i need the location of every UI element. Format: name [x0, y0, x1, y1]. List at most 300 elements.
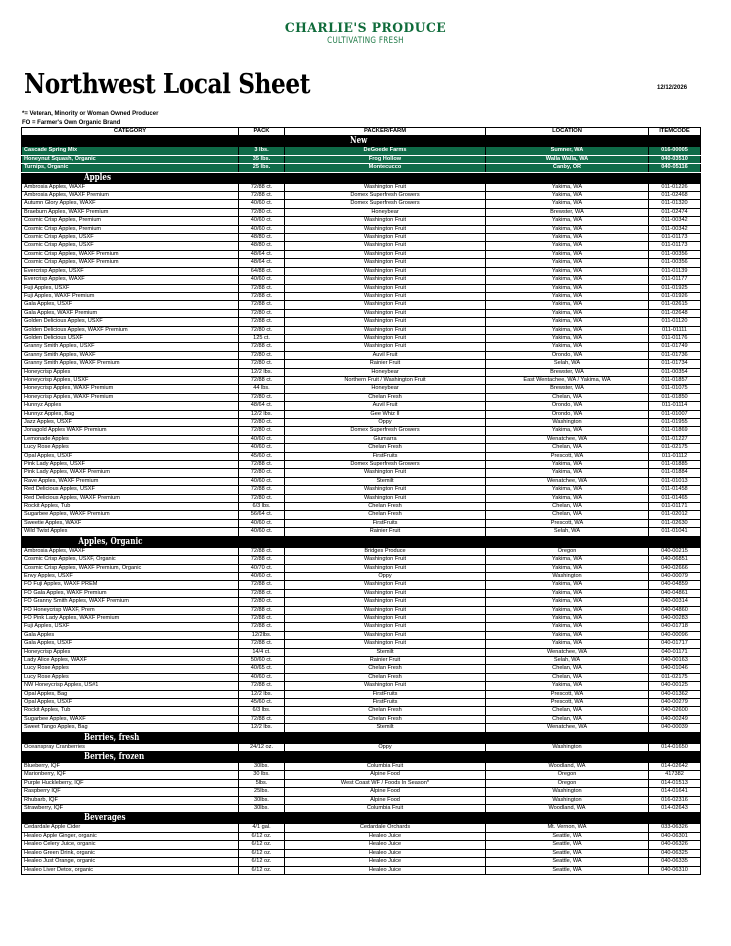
table-row — [22, 242, 701, 250]
table-row — [22, 779, 701, 787]
cell-packer-farm: Washington Fruit — [285, 242, 486, 250]
cell-category: Ambrosia Apples, WAXF Premium — [22, 192, 239, 200]
sheet-date: 12/12/2026 — [657, 85, 688, 91]
cell-pack: 72/88 ct. — [239, 301, 285, 309]
cell-location: Washington — [486, 788, 649, 796]
cell-location: Yakima, WA — [486, 589, 649, 597]
cell-location: Brewster, WA — [486, 208, 649, 216]
cell-category: Cosmic Crisp Apples, USXF, Organic — [22, 556, 239, 564]
cell-packer-farm: Giumarra — [285, 435, 486, 443]
cell-pack: 40/60 ct. — [239, 673, 285, 681]
section-header-cell — [486, 536, 649, 547]
cell-packer-farm: Auvil Fruit — [285, 402, 486, 410]
cell-location: Yakima, WA — [486, 200, 649, 208]
table-row — [22, 301, 701, 309]
cell-packer-farm: Auvil Fruit — [285, 351, 486, 359]
section-header-cell — [486, 752, 649, 763]
cell-packer-farm: Washington Fruit — [285, 225, 486, 233]
cell-packer-farm: Washington Fruit — [285, 326, 486, 334]
cell-pack: 6/3 lbs. — [239, 707, 285, 715]
table-row — [22, 572, 701, 580]
cell-packer-farm: FirstFruits — [285, 690, 486, 698]
section-header-cell — [649, 172, 701, 183]
table-row — [22, 334, 701, 342]
cell-packer-farm: Healeo Juice — [285, 849, 486, 857]
cell-packer-farm: Washington Fruit — [285, 259, 486, 267]
cell-location: Yakima, WA — [486, 682, 649, 690]
cell-packer-farm: Domex Superfresh Growers — [285, 200, 486, 208]
cell-location: Chelan, WA — [486, 707, 649, 715]
column-header-itemcode: ITEMCODE — [649, 128, 701, 136]
cell-pack: 40/60 ct. — [239, 225, 285, 233]
table-row — [22, 606, 701, 614]
cell-pack: 72/88 ct. — [239, 623, 285, 631]
cell-itemcode: 040-06310 — [649, 866, 701, 874]
table-row — [22, 469, 701, 477]
product-table — [21, 127, 701, 875]
cell-category: Cosmic Crisp Apples, Premium — [22, 225, 239, 233]
cell-pack: 72/88 ct. — [239, 461, 285, 469]
cell-packer-farm: Healeo Juice — [285, 832, 486, 840]
cell-itemcode: 011-01176 — [649, 334, 701, 342]
cell-packer-farm: Chelan Fresh — [285, 673, 486, 681]
cell-category: Opal Apples, USXF — [22, 699, 239, 707]
cell-itemcode: 011-01884 — [649, 469, 701, 477]
cell-packer-farm: Washington Fruit — [285, 284, 486, 292]
table-row — [22, 494, 701, 502]
cell-category: Strawberry, IQF — [22, 805, 239, 813]
cell-packer-farm: Washington Fruit — [285, 589, 486, 597]
cell-itemcode: 040-00125 — [649, 682, 701, 690]
cell-itemcode: 011-01041 — [649, 528, 701, 536]
cell-itemcode: 011-01465 — [649, 494, 701, 502]
cell-packer-farm: Alpine Food — [285, 788, 486, 796]
cell-packer-farm: Chelan Fresh — [285, 444, 486, 452]
cell-pack: 35 lbs. — [239, 155, 285, 163]
section-header-row — [22, 536, 701, 547]
table-row — [22, 183, 701, 191]
cell-itemcode: 011-00342 — [649, 217, 701, 225]
cell-location: Oregon — [486, 771, 649, 779]
cell-location: Wenatchee, WA — [486, 724, 649, 732]
cell-location: Yakima, WA — [486, 564, 649, 572]
section-title: Apples, Organic — [78, 536, 143, 547]
table-row — [22, 673, 701, 681]
cell-location: Yakima, WA — [486, 234, 649, 242]
cell-category: Hunnyz Apples, Bag — [22, 410, 239, 418]
cell-packer-farm: Washington Fruit — [285, 469, 486, 477]
cell-category: Jazz Apples, USXF — [22, 419, 239, 427]
cell-location: Mt. Vernon, WA — [486, 824, 649, 832]
cell-itemcode: 040-00279 — [649, 699, 701, 707]
cell-packer-farm: DeGoede Farms — [285, 147, 486, 155]
cell-pack: 72/88 ct. — [239, 715, 285, 723]
cell-itemcode: 040-06326 — [649, 841, 701, 849]
cell-itemcode: 014-02642 — [649, 763, 701, 771]
cell-location: Seattle, WA — [486, 866, 649, 874]
cell-pack: 6/12 oz. — [239, 858, 285, 866]
cell-itemcode: 011-01139 — [649, 267, 701, 275]
cell-location: Washington — [486, 572, 649, 580]
cell-pack: 50/60 ct. — [239, 656, 285, 664]
cell-pack: 12/2 lbs. — [239, 690, 285, 698]
table-row — [22, 200, 701, 208]
cell-itemcode: 014-01513 — [649, 779, 701, 787]
cell-location: Yakima, WA — [486, 301, 649, 309]
cell-pack: 72/80 ct. — [239, 469, 285, 477]
cell-pack: 48/80 ct. — [239, 234, 285, 242]
cell-pack: 3 lbs. — [239, 147, 285, 155]
section-title: Apples — [84, 172, 112, 183]
cell-packer-farm: Washington Fruit — [285, 217, 486, 225]
cell-category: Lemonade Apples — [22, 435, 239, 443]
cell-location: Yakima, WA — [486, 556, 649, 564]
cell-packer-farm: Honeybear — [285, 368, 486, 376]
cell-itemcode: 011-00356 — [649, 250, 701, 258]
cell-location: Yakima, WA — [486, 486, 649, 494]
cell-pack: 72/88 ct. — [239, 284, 285, 292]
cell-packer-farm: Washington Fruit — [285, 250, 486, 258]
cell-category: Cascade Spring Mix — [22, 147, 239, 155]
cell-category: Red Delicious Apples, WAXF Premium — [22, 494, 239, 502]
cell-category: Wild Twist Apples — [22, 528, 239, 536]
table-row — [22, 343, 701, 351]
cell-category: Pink Lady Apples, USXF — [22, 461, 239, 469]
cell-category: Opal Apples, USXF — [22, 452, 239, 460]
cell-itemcode: 417382 — [649, 771, 701, 779]
cell-pack: 72/88 ct. — [239, 547, 285, 555]
cell-packer-farm: Chelan Fresh — [285, 715, 486, 723]
cell-itemcode: 040-04859 — [649, 581, 701, 589]
cell-pack: 72/80 ct. — [239, 351, 285, 359]
cell-itemcode: 011-01736 — [649, 351, 701, 359]
section-header-cell — [486, 813, 649, 824]
cell-itemcode: 016-00005 — [649, 147, 701, 155]
cell-pack: 72/80 ct. — [239, 427, 285, 435]
cell-pack: 40/60 ct. — [239, 519, 285, 527]
cell-location: Chelan, WA — [486, 715, 649, 723]
cell-category: Fuji Apples, WAXF Premium — [22, 292, 239, 300]
cell-location: Orondo, WA — [486, 351, 649, 359]
cell-packer-farm: Washington Fruit — [285, 234, 486, 242]
cell-itemcode: 011-01177 — [649, 276, 701, 284]
cell-packer-farm: FirstFruits — [285, 519, 486, 527]
cell-location: Yakima, WA — [486, 461, 649, 469]
cell-itemcode: 011-01173 — [649, 242, 701, 250]
section-header-cell — [22, 813, 239, 824]
table-row — [22, 640, 701, 648]
section-header-cell — [285, 813, 486, 824]
table-row — [22, 598, 701, 606]
cell-category: Lucy Rose Apples — [22, 665, 239, 673]
cell-packer-farm: Washington Fruit — [285, 334, 486, 342]
table-row — [22, 393, 701, 401]
table-row — [22, 435, 701, 443]
cell-itemcode: 011-02175 — [649, 444, 701, 452]
cell-packer-farm: Oppy — [285, 572, 486, 580]
section-header-cell — [486, 732, 649, 743]
cell-category: Autumn Glory Apples, WAXF — [22, 200, 239, 208]
cell-packer-farm: Chelan Fresh — [285, 503, 486, 511]
cell-packer-farm: Washington Fruit — [285, 640, 486, 648]
table-row — [22, 849, 701, 857]
cell-category: Honeynut Squash, Organic — [22, 155, 239, 163]
cell-itemcode: 040-06335 — [649, 858, 701, 866]
section-header-cell — [285, 732, 486, 743]
cell-category: Cosmic Crisp Apples, USXF — [22, 242, 239, 250]
cell-category: Honeycrisp Apples, USXF — [22, 376, 239, 384]
cell-category: FO Honeycrisp WAXF, Prem — [22, 606, 239, 614]
cell-packer-farm: Chelan Fresh — [285, 511, 486, 519]
cell-category: Gala Apples, WAXF Premium — [22, 309, 239, 317]
cell-packer-farm: Domex Superfresh Growers — [285, 427, 486, 435]
cell-pack: 40/60 ct. — [239, 572, 285, 580]
cell-pack: 72/88 ct. — [239, 292, 285, 300]
cell-location: Orondo, WA — [486, 410, 649, 418]
cell-location: Washington — [486, 743, 649, 751]
cell-pack: 40/70 ct. — [239, 564, 285, 572]
column-header-category: CATEGORY — [22, 128, 239, 136]
table-row — [22, 503, 701, 511]
cell-itemcode: 040-01362 — [649, 690, 701, 698]
brand-name: CHARLIE'S PRODUCE — [284, 21, 447, 36]
cell-category: Granny Smith Apples, WAXF Premium — [22, 360, 239, 368]
cell-location: Yakima, WA — [486, 469, 649, 477]
cell-pack: 72/80 ct. — [239, 208, 285, 216]
cell-itemcode: 014-01650 — [649, 743, 701, 751]
cell-itemcode: 040-00096 — [649, 631, 701, 639]
cell-itemcode: 011-01171 — [649, 503, 701, 511]
cell-itemcode: 011-01869 — [649, 427, 701, 435]
table-row — [22, 824, 701, 832]
section-header-cell — [239, 536, 285, 547]
cell-pack: 72/88 ct. — [239, 376, 285, 384]
cell-location: Yakima, WA — [486, 614, 649, 622]
cell-itemcode: 011-00356 — [649, 259, 701, 267]
cell-category: Raspberry IQF — [22, 788, 239, 796]
cell-category: Healeo Just Orange, organic — [22, 858, 239, 866]
cell-pack: 24/12 oz. — [239, 743, 285, 751]
cell-packer-farm: Alpine Food — [285, 796, 486, 804]
table-row — [22, 519, 701, 527]
section-header-row — [22, 136, 701, 147]
table-row — [22, 452, 701, 460]
cell-packer-farm: Washington Fruit — [285, 564, 486, 572]
cell-packer-farm: Healeo Juice — [285, 866, 486, 874]
cell-pack: 6/12 oz. — [239, 849, 285, 857]
cell-location: Yakima, WA — [486, 292, 649, 300]
cell-pack: 72/88 ct. — [239, 183, 285, 191]
cell-location: Yakima, WA — [486, 640, 649, 648]
cell-pack: 25lbs. — [239, 788, 285, 796]
cell-itemcode: 011-01075 — [649, 385, 701, 393]
cell-pack: 30lbs. — [239, 796, 285, 804]
cell-pack: 72/88 ct. — [239, 192, 285, 200]
table-row — [22, 461, 701, 469]
cell-pack: 72/88 ct. — [239, 640, 285, 648]
cell-packer-farm: Chelan Fresh — [285, 707, 486, 715]
cell-itemcode: 011-02012 — [649, 511, 701, 519]
cell-category: Sweet Tango Apples, Bag — [22, 724, 239, 732]
cell-category: Fuji Apples, USXF — [22, 284, 239, 292]
cell-packer-farm: Columbia Fruit — [285, 805, 486, 813]
brand-tagline: CULTIVATING FRESH — [327, 36, 404, 46]
cell-packer-farm: Rainier Fruit — [285, 360, 486, 368]
cell-packer-farm: Chelan Fresh — [285, 393, 486, 401]
cell-location: Yakima, WA — [486, 326, 649, 334]
cell-pack: 40/60 ct. — [239, 200, 285, 208]
cell-packer-farm: Washington Fruit — [285, 598, 486, 606]
cell-location: East Wentachee, WA / Yakima, WA — [486, 376, 649, 384]
cell-pack: 40/60 ct. — [239, 217, 285, 225]
cell-pack: 40/60 ct. — [239, 444, 285, 452]
section-header-cell — [285, 752, 486, 763]
cell-location: Yakima, WA — [486, 581, 649, 589]
cell-location: Chelan, WA — [486, 444, 649, 452]
table-row — [22, 410, 701, 418]
table-body — [22, 136, 701, 875]
cell-location: Wenatchee, WA — [486, 435, 649, 443]
cell-packer-farm: Washington Fruit — [285, 556, 486, 564]
cell-pack: 72/88 ct. — [239, 614, 285, 622]
cell-category: Golden Delicious Apples, USXF — [22, 318, 239, 326]
table-row — [22, 402, 701, 410]
table-row — [22, 556, 701, 564]
cell-itemcode: 040-01171 — [649, 648, 701, 656]
cell-itemcode: 011-00354 — [649, 368, 701, 376]
cell-category: FO Pink Lady Apples, WAXF Premium — [22, 614, 239, 622]
cell-itemcode: 011-01007 — [649, 410, 701, 418]
cell-category: Honeycrisp Apples — [22, 648, 239, 656]
cell-category: Opal Apples, Bag — [22, 690, 239, 698]
legend-note-veteran: *= Veteran, Minority or Woman Owned Producer — [22, 111, 159, 117]
section-header-cell — [22, 536, 239, 547]
cell-category: Marionberry, IQF — [22, 771, 239, 779]
cell-location: Seattle, WA — [486, 841, 649, 849]
table-row — [22, 788, 701, 796]
cell-location: Chelan, WA — [486, 665, 649, 673]
cell-pack: 72/80 ct. — [239, 419, 285, 427]
cell-category: Rockit Apples, Tub — [22, 503, 239, 511]
table-row — [22, 147, 701, 155]
cell-category: Pink Lady Apples, WAXF Premium — [22, 469, 239, 477]
table-row — [22, 351, 701, 359]
cell-location: Seattle, WA — [486, 858, 649, 866]
cell-location: Yakima, WA — [486, 494, 649, 502]
cell-pack: 64/88 ct. — [239, 267, 285, 275]
cell-itemcode: 011-01111 — [649, 326, 701, 334]
table-header-row — [22, 128, 701, 136]
cell-itemcode: 011-01458 — [649, 486, 701, 494]
table-row — [22, 589, 701, 597]
cell-location: Yakima, WA — [486, 318, 649, 326]
cell-packer-farm: Cedardale Orchards — [285, 824, 486, 832]
cell-category: Red Delicious Apples, USXF — [22, 486, 239, 494]
table-row — [22, 699, 701, 707]
cell-location: Walla Walla, WA — [486, 155, 649, 163]
cell-pack: 72/88 ct. — [239, 581, 285, 589]
cell-packer-farm: Gee Whiz II — [285, 410, 486, 418]
cell-packer-farm: Healeo Juice — [285, 858, 486, 866]
cell-category: Golden Delicious Apples, WAXF Premium — [22, 326, 239, 334]
table-row — [22, 511, 701, 519]
cell-location: Yakima, WA — [486, 225, 649, 233]
section-title: New — [350, 136, 368, 147]
cell-itemcode: 040-01046 — [649, 665, 701, 673]
page-title: Northwest Local Sheet — [24, 69, 311, 100]
cell-pack: 12/2 lbs. — [239, 368, 285, 376]
cell-location: Yakima, WA — [486, 334, 649, 342]
table-row — [22, 528, 701, 536]
cell-category: Granny Smith Apples, USXF — [22, 343, 239, 351]
table-row — [22, 724, 701, 732]
cell-location: Yakima, WA — [486, 192, 649, 200]
section-header-cell — [239, 752, 285, 763]
table-row — [22, 419, 701, 427]
table-row — [22, 309, 701, 317]
section-header-row — [22, 732, 701, 743]
cell-pack: 125 ct. — [239, 334, 285, 342]
cell-itemcode: 040-02600 — [649, 707, 701, 715]
cell-location: Canby, OR — [486, 164, 649, 172]
cell-pack: 72/88 ct. — [239, 682, 285, 690]
table-row — [22, 715, 701, 723]
cell-category: Granny Smith Apples, WAXF — [22, 351, 239, 359]
cell-category: Jonagold Apples WAXF Premium — [22, 427, 239, 435]
cell-itemcode: 011-02175 — [649, 673, 701, 681]
table-row — [22, 164, 701, 172]
cell-packer-farm: Honeybear — [285, 385, 486, 393]
cell-pack: 56/64 ct. — [239, 511, 285, 519]
cell-location: Yakima, WA — [486, 427, 649, 435]
section-title: Berries, fresh — [84, 732, 140, 743]
cell-pack: 40/60 ct. — [239, 528, 285, 536]
cell-pack: 48/64 ct. — [239, 250, 285, 258]
cell-itemcode: 014-02643 — [649, 805, 701, 813]
section-header-cell — [285, 172, 486, 183]
section-header-cell — [239, 172, 285, 183]
cell-itemcode: 011-01173 — [649, 234, 701, 242]
table-row — [22, 477, 701, 485]
cell-location: Chelan, WA — [486, 511, 649, 519]
table-row — [22, 284, 701, 292]
section-header-cell — [22, 172, 239, 183]
cell-packer-farm: Honeybear — [285, 208, 486, 216]
cell-category: Cosmic Crisp Apples, WAXF Premium — [22, 259, 239, 267]
cell-category: NW Honeycrisp Apples, US#1 — [22, 682, 239, 690]
cell-itemcode: 011-01227 — [649, 435, 701, 443]
table-row — [22, 763, 701, 771]
cell-itemcode: 040-03510 — [649, 155, 701, 163]
cell-itemcode: 011-02648 — [649, 309, 701, 317]
cell-pack: 72/88 ct. — [239, 343, 285, 351]
cell-pack: 40/65 ct. — [239, 665, 285, 673]
cell-category: Honeycrisp Apples, WAXF Premium — [22, 385, 239, 393]
section-header-cell — [239, 732, 285, 743]
table-row — [22, 276, 701, 284]
cell-packer-farm: Oppy — [285, 419, 486, 427]
cell-packer-farm: Chelan Fresh — [285, 665, 486, 673]
cell-category: Lady Alice Apples, WAXF — [22, 656, 239, 664]
cell-packer-farm: Oppy — [285, 743, 486, 751]
cell-itemcode: 040-00079 — [649, 572, 701, 580]
table-row — [22, 208, 701, 216]
cell-packer-farm: FirstFruits — [285, 452, 486, 460]
cell-location: Washington — [486, 419, 649, 427]
cell-category: Hunnyz Apples — [22, 402, 239, 410]
cell-packer-farm: Columbia Fruit — [285, 763, 486, 771]
table-row — [22, 614, 701, 622]
